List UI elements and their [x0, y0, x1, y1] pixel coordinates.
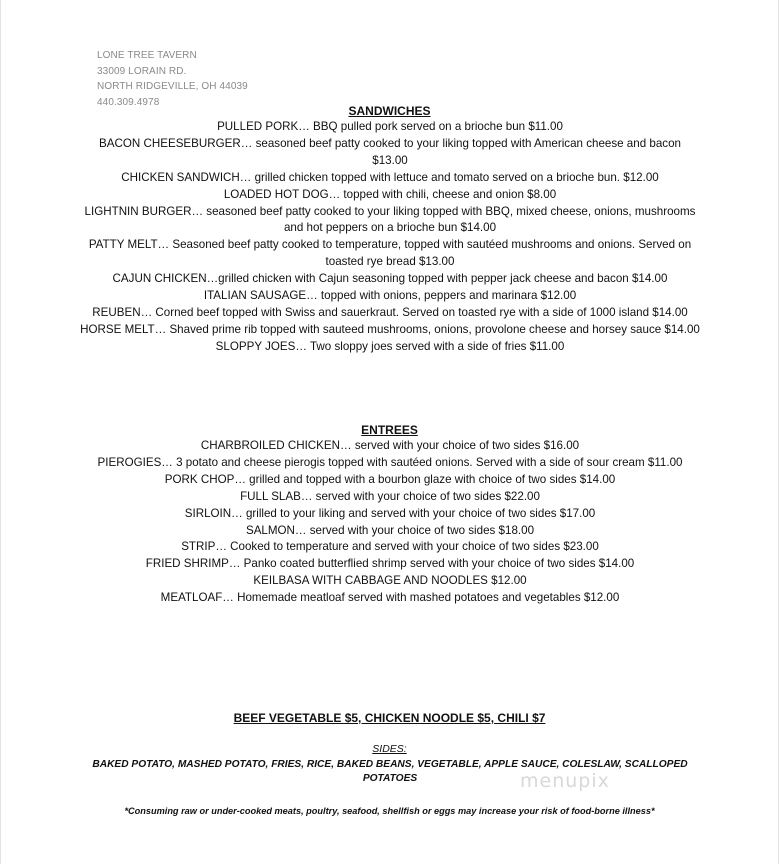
menupix-watermark: menupix: [520, 770, 610, 792]
sides-list: BAKED POTATO, MASHED POTATO, FRIES, RICE, BAKED BEANS, VEGETABLE, APPLE SAUCE, COLESLAW, SCALLOPED POTATOES: [92, 759, 688, 784]
soups-line: BEEF VEGETABLE $5, CHICKEN NOODLE $5, CHILI $7: [233, 711, 546, 725]
restaurant-name: LONE TREE TAVERN: [97, 50, 197, 61]
entrees-item: STRIP… Cooked to temperature and served with your choice of two sides $23.00: [181, 540, 599, 554]
sandwiches-item: HORSE MELT… Shaved prime rib topped with sauteed mushrooms, onions, provolone cheese and horsey sauce $14.00: [80, 322, 700, 336]
sides-heading: SIDES:: [372, 743, 407, 755]
entrees-item: FRIED SHRIMP… Panko coated butterflied shrimp served with your choice of two sides $14.00: [145, 557, 635, 571]
sandwiches-item: BACON CHEESEBURGER… seasoned beef patty cooked to your liking topped with American cheese and bacon $13.00: [99, 136, 681, 167]
entrees-item: PIEROGIES… 3 potato and cheese pierogis topped with sautéed onions. Served with a side of sour cream $11.00: [97, 455, 683, 469]
sandwiches-item: PATTY MELT… Seasoned beef patty cooked to temperature, topped with sautéed mushrooms and onions. Served on toasted rye bread $13.00: [88, 238, 692, 269]
entrees-item: SIRLOIN… grilled to your liking and served with your choice of two sides $17.00: [184, 506, 596, 520]
sandwiches-item: CHICKEN SANDWICH… grilled chicken topped with lettuce and tomato served on a brioche bun. $12.00: [121, 170, 659, 184]
restaurant-street: 33009 LORAIN RD.: [97, 65, 187, 77]
food-safety-warning: *Consuming raw or under-cooked meats, poultry, seafood, shellfish or eggs may increase your risk of food-borne illness*: [124, 806, 655, 816]
sandwiches-item: LOADED HOT DOG… topped with chili, cheese and onion $8.00: [223, 187, 557, 201]
sandwiches-item: LIGHTNIN BURGER… seasoned beef patty cooked to your liking topped with BBQ, mixed cheese, onions, mushrooms and hot peppers on a brioche bun $14.00: [84, 204, 696, 235]
sandwiches-item: SLOPPY JOES… Two sloppy joes served with a side of fries $11.00: [215, 339, 565, 353]
entrees-item: MEATLOAF… Homemade meatloaf served with mashed potatoes and vegetables $12.00: [160, 591, 620, 605]
sandwiches-item: PULLED PORK… BBQ pulled pork served on a brioche bun $11.00: [217, 120, 563, 133]
sandwiches-heading: SANDWICHES: [348, 104, 431, 118]
entrees-item: KEILBASA WITH CABBAGE AND NOODLES $12.00: [253, 574, 527, 588]
restaurant-phone: 440.309.4978: [97, 96, 160, 108]
sandwiches-item: REUBEN… Corned beef topped with Swiss and sauerkraut. Served on toasted rye with a side of 1000 island $14.00: [92, 305, 688, 319]
sandwiches-list: [80, 119, 700, 356]
entrees-heading: ENTREES: [361, 423, 418, 437]
restaurant-address-block: [97, 48, 248, 110]
entrees-item: PORK CHOP… grilled and topped with a bourbon glaze with choice of two sides $14.00: [164, 472, 616, 486]
sandwiches-item: ITALIAN SAUSAGE… topped with onions, peppers and marinara $12.00: [203, 289, 577, 303]
sandwiches-item: CAJUN CHICKEN…grilled chicken with Cajun seasoning topped with pepper jack cheese and bacon $14.00: [112, 272, 668, 286]
entrees-item: SALMON… served with your choice of two sides $18.00: [245, 523, 535, 537]
restaurant-city: NORTH RIDGEVILLE, OH 44039: [97, 81, 248, 92]
entrees-item: CHARBROILED CHICKEN… served with your choice of two sides $16.00: [200, 439, 580, 452]
entrees-list: [80, 438, 700, 607]
entrees-item: FULL SLAB… served with your choice of two sides $22.00: [240, 489, 540, 503]
